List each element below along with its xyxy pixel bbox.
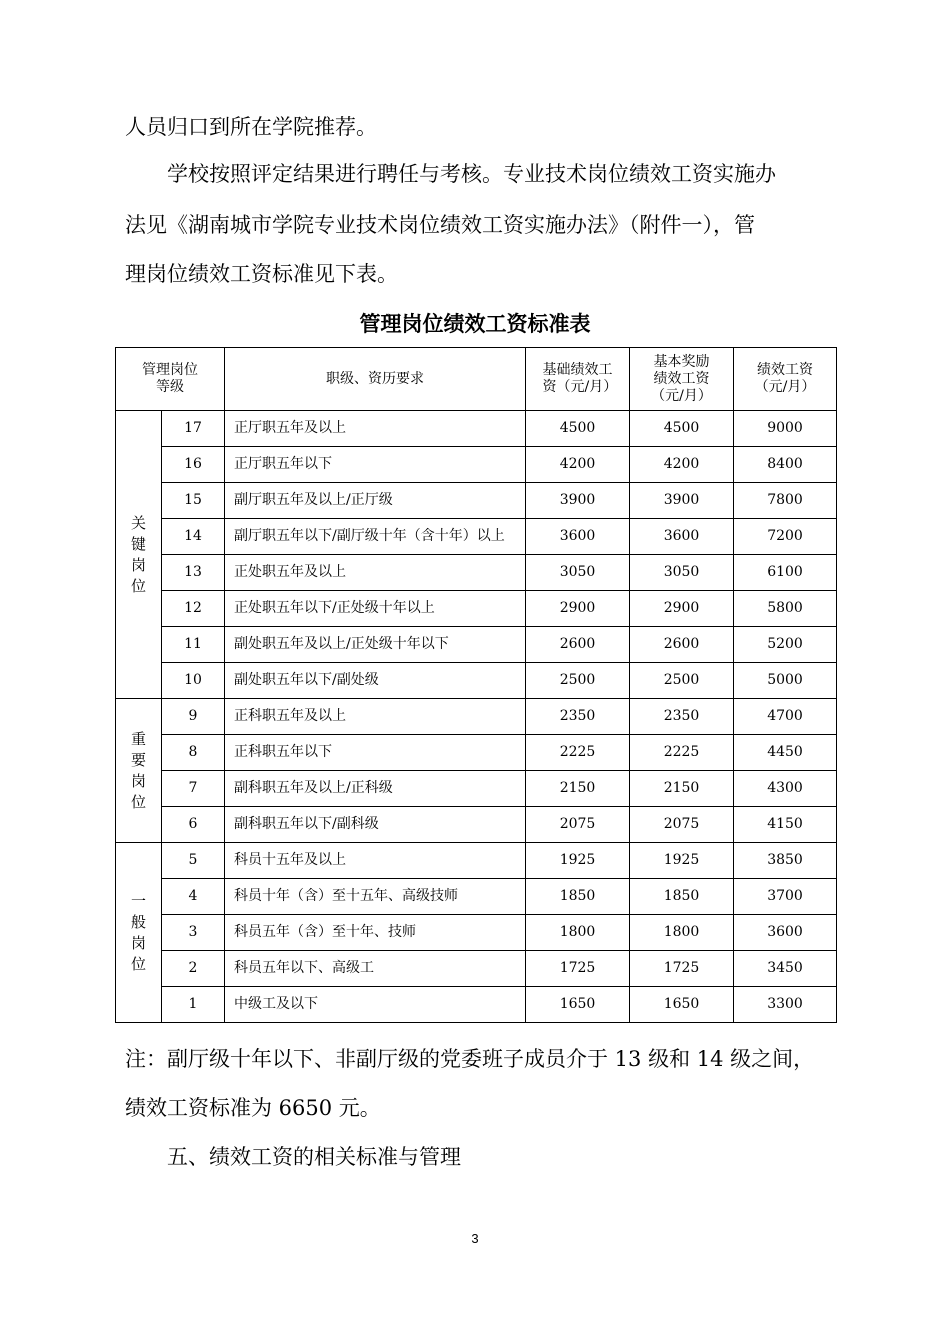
basic-pay-cell: 2900	[526, 591, 630, 627]
total-pay-cell: 4300	[734, 771, 837, 807]
category-label: 关键岗位	[131, 513, 147, 595]
total-pay-cell: 4700	[734, 699, 837, 735]
table-row	[116, 627, 837, 663]
table-title: 管理岗位绩效工资标准表	[359, 312, 591, 336]
page-number: 3	[471, 1231, 479, 1246]
reward-pay-cell: 2500	[630, 663, 734, 699]
total-pay-cell: 5200	[734, 627, 837, 663]
category-cell	[116, 843, 162, 1023]
requirement-cell: 副科职五年以下/副科级	[225, 807, 526, 843]
grade-cell: 9	[162, 699, 225, 735]
reward-pay-cell: 3600	[630, 519, 734, 555]
reward-pay-cell: 1800	[630, 915, 734, 951]
header-basic-pay: 基础绩效工资（元/月）	[526, 348, 630, 411]
table-row	[116, 807, 837, 843]
table-header-row	[116, 348, 837, 411]
paragraph-2-line-1: 学校按照评定结果进行聘任与考核。专业技术岗位绩效工资实施办	[167, 162, 776, 186]
table-row	[116, 663, 837, 699]
requirement-cell: 副处职五年以下/副处级	[225, 663, 526, 699]
basic-pay-cell: 2075	[526, 807, 630, 843]
requirement-cell: 科员五年以下、高级工	[225, 951, 526, 987]
total-pay-cell: 4150	[734, 807, 837, 843]
grade-cell: 2	[162, 951, 225, 987]
reward-pay-cell: 1650	[630, 987, 734, 1023]
reward-pay-cell: 4200	[630, 447, 734, 483]
requirement-cell: 副科职五年及以上/正科级	[225, 771, 526, 807]
table-row	[116, 771, 837, 807]
total-pay-cell: 5800	[734, 591, 837, 627]
reward-pay-cell: 2600	[630, 627, 734, 663]
table-row	[116, 915, 837, 951]
requirement-cell: 正处职五年及以上	[225, 555, 526, 591]
reward-pay-cell: 1925	[630, 843, 734, 879]
requirement-cell: 副厅职五年以下/副厅级十年（含十年）以上	[225, 519, 526, 555]
requirement-cell: 副厅职五年及以上/正厅级	[225, 483, 526, 519]
table-row	[116, 951, 837, 987]
reward-pay-cell: 1725	[630, 951, 734, 987]
header-requirement: 职级、资历要求	[225, 348, 526, 411]
reward-pay-cell: 2150	[630, 771, 734, 807]
grade-cell: 10	[162, 663, 225, 699]
header-reward-pay: 基本奖励绩效工资（元/月）	[630, 348, 734, 411]
salary-standard-table	[115, 347, 837, 1023]
basic-pay-cell: 1725	[526, 951, 630, 987]
grade-cell: 12	[162, 591, 225, 627]
grade-cell: 7	[162, 771, 225, 807]
grade-cell: 8	[162, 735, 225, 771]
section-5-heading: 五、绩效工资的相关标准与管理	[167, 1145, 461, 1169]
table-row	[116, 699, 837, 735]
total-pay-cell: 7200	[734, 519, 837, 555]
basic-pay-cell: 2500	[526, 663, 630, 699]
reward-pay-cell: 2350	[630, 699, 734, 735]
reward-pay-cell: 4500	[630, 411, 734, 447]
basic-pay-cell: 4200	[526, 447, 630, 483]
requirement-cell: 科员五年（含）至十年、技师	[225, 915, 526, 951]
category-cell	[116, 411, 162, 699]
paragraph-2-line-2: 法见《湖南城市学院专业技术岗位绩效工资实施办法》（附件一），管	[125, 213, 755, 237]
header-grade: 管理岗位等级	[116, 348, 225, 411]
paragraph-2-line-3: 理岗位绩效工资标准见下表。	[125, 262, 398, 286]
paragraph-1: 人员归口到所在学院推荐。	[125, 115, 377, 139]
basic-pay-cell: 2600	[526, 627, 630, 663]
note-line-1: 注：副厅级十年以下、非副厅级的党委班子成员介于 13 级和 14 级之间，	[125, 1047, 815, 1071]
grade-cell: 14	[162, 519, 225, 555]
basic-pay-cell: 3900	[526, 483, 630, 519]
table-row	[116, 591, 837, 627]
total-pay-cell: 3600	[734, 915, 837, 951]
total-pay-cell: 8400	[734, 447, 837, 483]
requirement-cell: 正处职五年以下/正处级十年以上	[225, 591, 526, 627]
table-row	[116, 483, 837, 519]
requirement-cell: 正科职五年及以上	[225, 699, 526, 735]
basic-pay-cell: 2225	[526, 735, 630, 771]
grade-cell: 11	[162, 627, 225, 663]
total-pay-cell: 7800	[734, 483, 837, 519]
requirement-cell: 正厅职五年以下	[225, 447, 526, 483]
grade-cell: 16	[162, 447, 225, 483]
grade-cell: 3	[162, 915, 225, 951]
requirement-cell: 副处职五年及以上/正处级十年以下	[225, 627, 526, 663]
total-pay-cell: 3450	[734, 951, 837, 987]
basic-pay-cell: 3600	[526, 519, 630, 555]
basic-pay-cell: 1800	[526, 915, 630, 951]
requirement-cell: 正厅职五年及以上	[225, 411, 526, 447]
category-cell	[116, 699, 162, 843]
grade-cell: 1	[162, 987, 225, 1023]
table-row	[116, 411, 837, 447]
grade-cell: 6	[162, 807, 225, 843]
reward-pay-cell: 2075	[630, 807, 734, 843]
total-pay-cell: 5000	[734, 663, 837, 699]
table-row	[116, 555, 837, 591]
total-pay-cell: 4450	[734, 735, 837, 771]
basic-pay-cell: 1650	[526, 987, 630, 1023]
requirement-cell: 科员十年（含）至十五年、高级技师	[225, 879, 526, 915]
basic-pay-cell: 2350	[526, 699, 630, 735]
table-row	[116, 519, 837, 555]
requirement-cell: 科员十五年及以上	[225, 843, 526, 879]
basic-pay-cell: 1850	[526, 879, 630, 915]
table-row	[116, 843, 837, 879]
grade-cell: 5	[162, 843, 225, 879]
note-line-2: 绩效工资标准为 6650 元。	[125, 1096, 381, 1120]
basic-pay-cell: 3050	[526, 555, 630, 591]
total-pay-cell: 3850	[734, 843, 837, 879]
table-row	[116, 735, 837, 771]
grade-cell: 4	[162, 879, 225, 915]
grade-cell: 15	[162, 483, 225, 519]
grade-cell: 17	[162, 411, 225, 447]
category-label: 重要岗位	[131, 729, 147, 811]
basic-pay-cell: 1925	[526, 843, 630, 879]
table-row	[116, 447, 837, 483]
table-row	[116, 987, 837, 1023]
reward-pay-cell: 3050	[630, 555, 734, 591]
total-pay-cell: 6100	[734, 555, 837, 591]
reward-pay-cell: 2900	[630, 591, 734, 627]
total-pay-cell: 9000	[734, 411, 837, 447]
basic-pay-cell: 2150	[526, 771, 630, 807]
reward-pay-cell: 3900	[630, 483, 734, 519]
category-label: 一般岗位	[131, 891, 147, 973]
table-row	[116, 879, 837, 915]
basic-pay-cell: 4500	[526, 411, 630, 447]
reward-pay-cell: 1850	[630, 879, 734, 915]
reward-pay-cell: 2225	[630, 735, 734, 771]
total-pay-cell: 3300	[734, 987, 837, 1023]
requirement-cell: 正科职五年以下	[225, 735, 526, 771]
total-pay-cell: 3700	[734, 879, 837, 915]
grade-cell: 13	[162, 555, 225, 591]
header-total-pay: 绩效工资（元/月）	[734, 348, 837, 411]
requirement-cell: 中级工及以下	[225, 987, 526, 1023]
